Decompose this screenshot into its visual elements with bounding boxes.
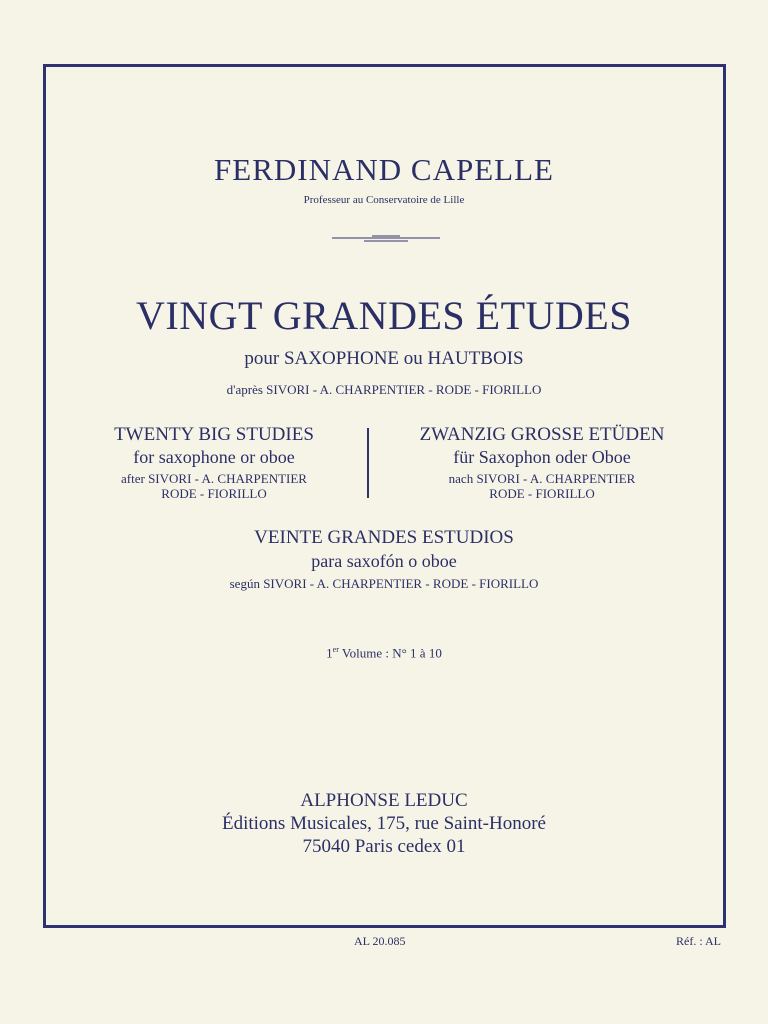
german-after-line1: nach SIVORI - A. CHARPENTIER <box>448 471 636 486</box>
publisher-address: Éditions Musicales, 175, rue Saint-Honoré <box>221 813 546 834</box>
volume-number: 1 <box>326 645 333 661</box>
catalog-code: AL 20.085 <box>354 934 406 948</box>
spanish-after: según SIVORI - A. CHARPENTIER - RODE - FIORILLO <box>229 576 539 591</box>
german-after-line2: RODE - FIORILLO <box>489 486 595 501</box>
ornament-rule <box>332 234 440 244</box>
volume-info <box>0 645 768 661</box>
composer-role: Professeur au Conservatoire de Lille <box>303 194 465 206</box>
english-after-line2: RODE - FIORILLO <box>161 486 267 501</box>
reference-label: Réf. : AL <box>676 934 721 948</box>
spanish-title: VEINTE GRANDES ESTUDIOS <box>254 527 514 548</box>
main-subtitle: pour SAXOPHONE ou HAUTBOIS <box>244 348 524 369</box>
publisher-name: ALPHONSE LEDUC <box>300 790 468 811</box>
main-title: VINGT GRANDES ÉTUDES <box>136 293 632 338</box>
main-after: d'après SIVORI - A. CHARPENTIER - RODE - FIORILLO <box>226 382 542 397</box>
publisher-city: 75040 Paris cedex 01 <box>302 836 466 857</box>
english-after-line1: after SIVORI - A. CHARPENTIER <box>121 471 307 486</box>
column-divider <box>367 428 369 498</box>
volume-ordinal: er <box>332 645 339 654</box>
composer-name: FERDINAND CAPELLE <box>214 152 554 187</box>
spanish-subtitle: para saxofón o oboe <box>311 551 457 571</box>
english-title: TWENTY BIG STUDIES <box>114 424 314 445</box>
german-title: ZWANZIG GROSSE ETÜDEN <box>419 424 665 445</box>
volume-text: Volume : N° 1 à 10 <box>338 645 442 661</box>
german-subtitle: für Saxophon oder Oboe <box>453 447 631 467</box>
english-subtitle: for saxophone or oboe <box>133 447 295 467</box>
